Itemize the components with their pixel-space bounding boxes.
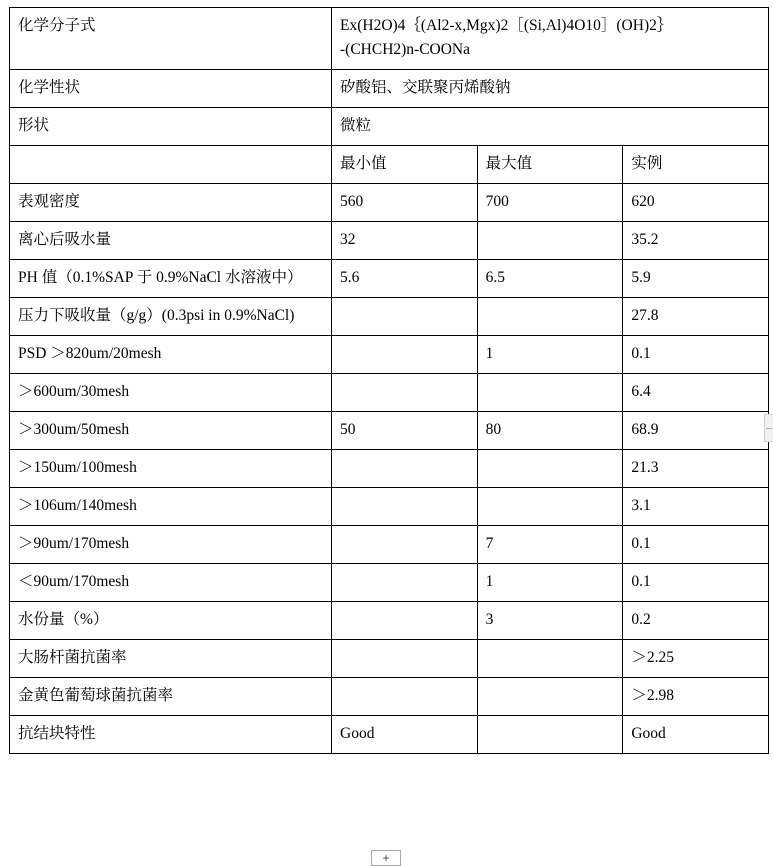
row-label: ＞300um/50mesh bbox=[10, 412, 332, 450]
cell-min bbox=[332, 640, 478, 678]
row-label: PSD ＞820um/20mesh bbox=[10, 336, 332, 374]
column-header-example: 实例 bbox=[623, 146, 769, 184]
cell-min bbox=[332, 374, 478, 412]
table-row bbox=[10, 602, 769, 640]
row-label: 大肠杆菌抗菌率 bbox=[10, 640, 332, 678]
cell-max bbox=[477, 716, 623, 754]
cell-example: 21.3 bbox=[623, 450, 769, 488]
row-label: 抗结块特性 bbox=[10, 716, 332, 754]
cell-example: 35.2 bbox=[623, 222, 769, 260]
row-label: 化学性状 bbox=[10, 70, 332, 108]
row-label: ＜90um/170mesh bbox=[10, 564, 332, 602]
cell-max bbox=[477, 298, 623, 336]
row-label: ＞150um/100mesh bbox=[10, 450, 332, 488]
cell-min bbox=[332, 526, 478, 564]
column-header-max: 最大值 bbox=[477, 146, 623, 184]
cell-min: 32 bbox=[332, 222, 478, 260]
cell-max bbox=[477, 640, 623, 678]
row-label: 形状 bbox=[10, 108, 332, 146]
cell-min: Good bbox=[332, 716, 478, 754]
cell-example: 68.9 bbox=[623, 412, 769, 450]
cell-example: 3.1 bbox=[623, 488, 769, 526]
scrollbar-grip-line bbox=[766, 428, 772, 429]
cell-example: 0.2 bbox=[623, 602, 769, 640]
cell-example: 0.1 bbox=[623, 526, 769, 564]
table-row bbox=[10, 678, 769, 716]
formula-line-2: -(CHCH2)n-COONa bbox=[340, 41, 471, 59]
table-row bbox=[10, 488, 769, 526]
table-row bbox=[10, 222, 769, 260]
row-label: 金黄色葡萄球菌抗菌率 bbox=[10, 678, 332, 716]
cell-min bbox=[332, 336, 478, 374]
row-label: ＞106um/140mesh bbox=[10, 488, 332, 526]
cell-example: ＞2.98 bbox=[623, 678, 769, 716]
cell-example: 0.1 bbox=[623, 336, 769, 374]
table-row bbox=[10, 260, 769, 298]
vertical-scrollbar-handle[interactable] bbox=[764, 414, 773, 442]
zoom-in-button[interactable]: + bbox=[371, 850, 401, 866]
column-header-min: 最小值 bbox=[332, 146, 478, 184]
cell-example: 620 bbox=[623, 184, 769, 222]
row-label: 压力下吸收量（g/g）(0.3psi in 0.9%NaCl) bbox=[10, 298, 332, 336]
table-row bbox=[10, 374, 769, 412]
table-row bbox=[10, 298, 769, 336]
cell-max bbox=[477, 488, 623, 526]
row-label: 离心后吸水量 bbox=[10, 222, 332, 260]
formula-line-1: Ex(H2O)4｛(Al2-x,Mgx)2［(Si,Al)4O10］(OH)2｝ bbox=[340, 17, 673, 34]
cell-example: Good bbox=[623, 716, 769, 754]
row-label: PH 值（0.1%SAP 于 0.9%NaCl 水溶液中） bbox=[10, 260, 332, 298]
row-label: ＞600um/30mesh bbox=[10, 374, 332, 412]
cell-min: 50 bbox=[332, 412, 478, 450]
row-label: 化学分子式 bbox=[10, 8, 332, 70]
cell-min: 5.6 bbox=[332, 260, 478, 298]
table-row bbox=[10, 108, 769, 146]
cell-min bbox=[332, 450, 478, 488]
table-row bbox=[10, 640, 769, 678]
cell-max: 700 bbox=[477, 184, 623, 222]
cell-max: 6.5 bbox=[477, 260, 623, 298]
cell-min: 560 bbox=[332, 184, 478, 222]
cell-example: 0.1 bbox=[623, 564, 769, 602]
table-body bbox=[10, 8, 769, 754]
table-row bbox=[10, 70, 769, 108]
cell-min bbox=[332, 298, 478, 336]
cell-max: 1 bbox=[477, 336, 623, 374]
cell-example: 6.4 bbox=[623, 374, 769, 412]
cell-max bbox=[477, 678, 623, 716]
table-row bbox=[10, 526, 769, 564]
row-value-span bbox=[332, 8, 769, 70]
cell-min bbox=[332, 602, 478, 640]
table-row bbox=[10, 450, 769, 488]
specification-table bbox=[9, 7, 769, 754]
table-row bbox=[10, 716, 769, 754]
cell-min bbox=[332, 678, 478, 716]
column-header-blank bbox=[10, 146, 332, 184]
row-value-span: 微粒 bbox=[332, 108, 769, 146]
row-value-span: 矽酸铝、交联聚丙烯酸钠 bbox=[332, 70, 769, 108]
cell-max: 80 bbox=[477, 412, 623, 450]
table-row bbox=[10, 336, 769, 374]
cell-min bbox=[332, 488, 478, 526]
table-header-row bbox=[10, 146, 769, 184]
cell-max: 7 bbox=[477, 526, 623, 564]
cell-max bbox=[477, 222, 623, 260]
cell-max bbox=[477, 450, 623, 488]
table-row bbox=[10, 412, 769, 450]
table-row bbox=[10, 184, 769, 222]
table-row bbox=[10, 564, 769, 602]
cell-example: ＞2.25 bbox=[623, 640, 769, 678]
cell-min bbox=[332, 564, 478, 602]
cell-example: 27.8 bbox=[623, 298, 769, 336]
row-label: ＞90um/170mesh bbox=[10, 526, 332, 564]
row-label: 表观密度 bbox=[10, 184, 332, 222]
cell-max: 1 bbox=[477, 564, 623, 602]
cell-example: 5.9 bbox=[623, 260, 769, 298]
row-label: 水份量（%） bbox=[10, 602, 332, 640]
table-row bbox=[10, 8, 769, 70]
cell-max bbox=[477, 374, 623, 412]
cell-max: 3 bbox=[477, 602, 623, 640]
